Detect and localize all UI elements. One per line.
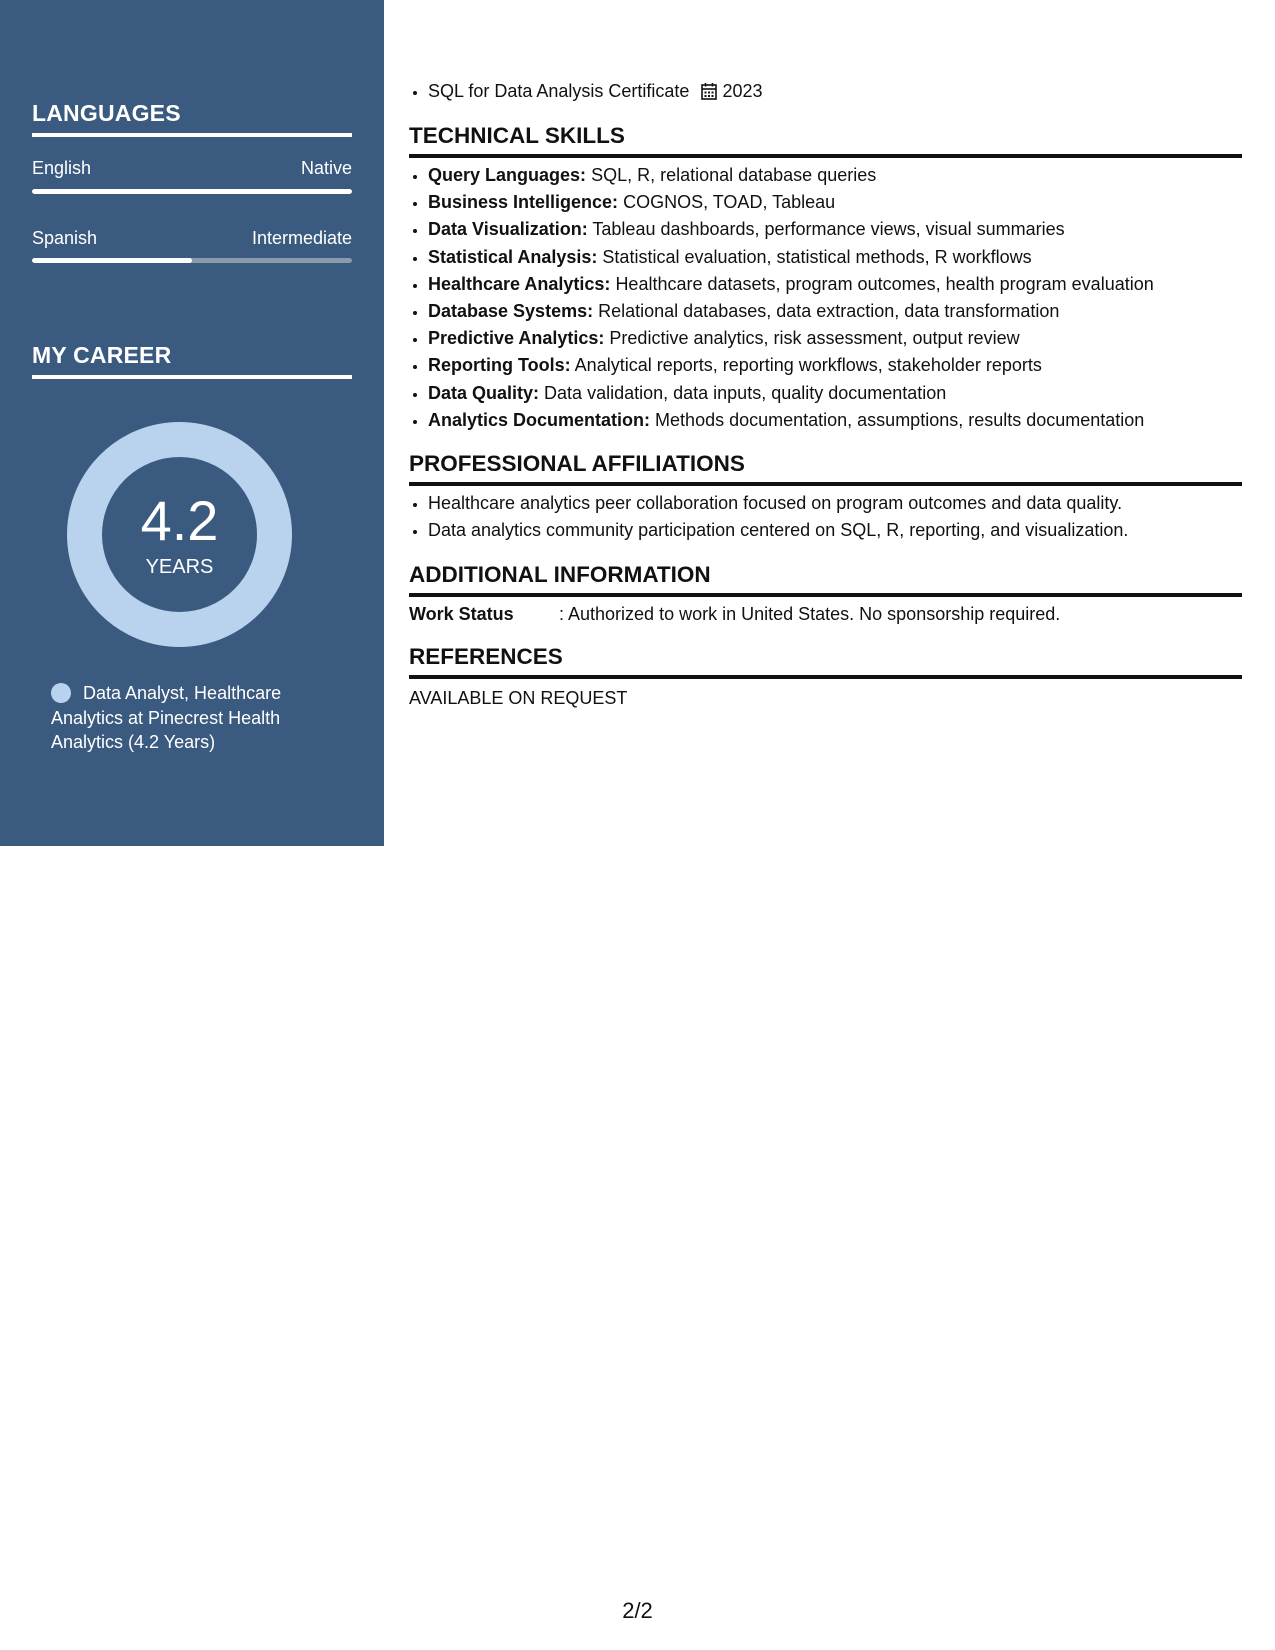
career-entry-text: Data Analyst, Healthcare Analytics at Pinecrest Health Analytics (4.2 Years) — [51, 683, 282, 752]
skill-item — [428, 352, 1261, 379]
language-row-spanish — [32, 228, 352, 249]
career-heading: MY CAREER — [32, 342, 352, 379]
skill-item — [428, 216, 1261, 243]
certification-name: SQL for Data Analysis Certificate — [428, 81, 690, 101]
skill-label: Reporting Tools: — [428, 355, 571, 376]
language-name: Spanish — [32, 228, 98, 248]
skill-value: SQL, R, relational database queries — [591, 165, 877, 185]
skill-item — [428, 244, 1261, 271]
references-heading: REFERENCES — [409, 643, 1242, 679]
languages-heading: LANGUAGES — [32, 100, 352, 137]
skill-label: Analytics Documentation: — [428, 409, 651, 430]
skill-value: Methods documentation, assumptions, results documentation — [655, 409, 1145, 430]
work-status-value: : Authorized to work in United States. No sponsorship required. — [559, 604, 1061, 624]
language-row-english — [32, 158, 352, 179]
language-bar-english — [32, 189, 352, 194]
skill-value: Data validation, data inputs, quality documentation — [544, 382, 947, 403]
skill-label: Statistical Analysis: — [428, 246, 598, 267]
skill-item — [428, 298, 1261, 325]
affiliation-item: • Data analytics community participation centered on SQL, R, reporting, and visualization. — [428, 517, 1261, 544]
career-dot-icon — [51, 683, 71, 703]
skill-item — [428, 380, 1261, 407]
skill-value: Statistical evaluation, statistical methods, R workflows — [602, 246, 1032, 267]
skill-value: Analytical reports, reporting workflows, stakeholder reports — [574, 355, 1042, 376]
language-bar-fill — [32, 189, 352, 194]
affiliation-item: • Healthcare analytics peer collaboration focused on program outcomes and data quality. — [428, 490, 1261, 517]
skill-value: Relational databases, data extraction, data transformation — [598, 301, 1060, 322]
skill-label: Data Visualization: — [428, 219, 588, 240]
skill-item — [428, 325, 1261, 352]
skill-label: Healthcare Analytics: — [428, 273, 611, 294]
references-text: AVAILABLE ON REQUEST — [409, 688, 628, 708]
career-years-unit: YEARS — [145, 556, 214, 578]
career-years-value: 4.2 — [140, 489, 219, 552]
certification-year: 2023 — [722, 81, 763, 101]
skill-value: Tableau dashboards, performance views, visual summaries — [592, 219, 1065, 240]
technical-skills-list — [409, 162, 1261, 434]
language-bar-fill — [32, 258, 192, 263]
language-name: English — [32, 158, 92, 178]
additional-info-heading: ADDITIONAL INFORMATION — [409, 561, 1242, 597]
skill-item — [428, 271, 1261, 298]
certification-date — [701, 81, 762, 101]
certification-item — [428, 78, 1261, 105]
skill-label: Query Languages: — [428, 165, 587, 185]
skill-label: Data Quality: — [428, 382, 540, 403]
skill-value: COGNOS, TOAD, Tableau — [623, 192, 836, 213]
skill-value: Predictive analytics, risk assessment, output review — [609, 328, 1020, 349]
skill-label: Business Intelligence: — [428, 192, 619, 213]
affiliations-heading: PROFESSIONAL AFFILIATIONS — [409, 450, 1242, 486]
work-status-label: Work Status — [409, 604, 514, 624]
skill-item — [428, 407, 1261, 434]
page-number: 2/2 — [622, 1598, 653, 1623]
sidebar — [0, 0, 384, 846]
language-level: Native — [300, 158, 352, 178]
calendar-icon — [701, 82, 717, 100]
skill-label: Predictive Analytics: — [428, 328, 605, 349]
affiliations-list — [409, 490, 1261, 544]
career-years-donut — [67, 422, 292, 647]
career-entry — [51, 681, 311, 755]
skill-value: Healthcare datasets, program outcomes, health program evaluation — [615, 273, 1154, 294]
skill-item — [428, 189, 1261, 216]
technical-skills-heading: TECHNICAL SKILLS — [409, 122, 1242, 158]
language-level: Intermediate — [251, 228, 352, 248]
language-bar-spanish — [32, 258, 352, 263]
skill-label: Database Systems: — [428, 301, 594, 322]
certifications-list — [409, 78, 1261, 105]
skill-item — [428, 162, 1261, 189]
